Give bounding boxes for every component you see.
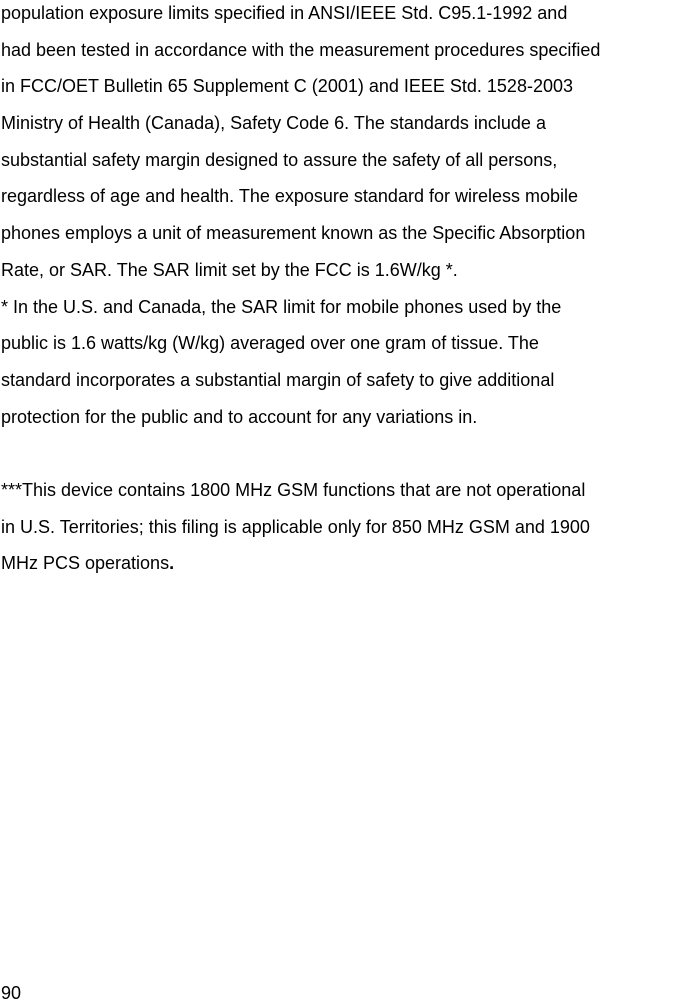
paragraph-1-line-5: substantial safety margin designed to assure the safety of all persons, xyxy=(1,149,558,170)
footnote-line-3: standard incorporates a substantial margin of safety to give additional xyxy=(1,369,555,390)
paragraph-1-line-7: phones employs a unit of measurement known as the Specific Absorption xyxy=(1,223,586,244)
paragraph-spacer xyxy=(1,435,691,472)
note-final-period: . xyxy=(169,553,175,574)
paragraph-1-line-3: in FCC/OET Bulletin 65 Supplement C (2001) and IEEE Std. 1528-2003 xyxy=(1,76,573,97)
note-line-2: in U.S. Territories; this filing is applicable only for 850 MHz GSM and 1900 xyxy=(1,516,590,537)
page-number: 90 xyxy=(1,983,22,1003)
paragraph-1-line-6: regardless of age and health. The exposure standard for wireless mobile xyxy=(1,186,579,207)
paragraph-1-line-2: had been tested in accordance with the measurement procedures specified xyxy=(1,39,601,60)
paragraph-1-line-4: Ministry of Health (Canada), Safety Code 6. The standards include a xyxy=(1,113,546,134)
body-text xyxy=(1,0,691,582)
footnote-line-2: public is 1.6 watts/kg (W/kg) averaged over one gram of tissue. The xyxy=(1,333,539,354)
paragraph-1-line-8: Rate, or SAR. The SAR limit set by the FCC is 1.6W/kg *. xyxy=(1,259,458,280)
paragraph-1-line-1: population exposure limits specified in ANSI/IEEE Std. C95.1-1992 and xyxy=(1,3,568,23)
note-line-3 xyxy=(1,545,691,582)
footnote-line-1: * In the U.S. and Canada, the SAR limit for mobile phones used by the xyxy=(1,296,562,317)
footnote-line-4: protection for the public and to account for any variations in. xyxy=(1,406,478,427)
note-line-3-text: MHz PCS operations xyxy=(1,553,170,574)
note-line-1: ***This device contains 1800 MHz GSM functions that are not operational xyxy=(1,479,586,500)
